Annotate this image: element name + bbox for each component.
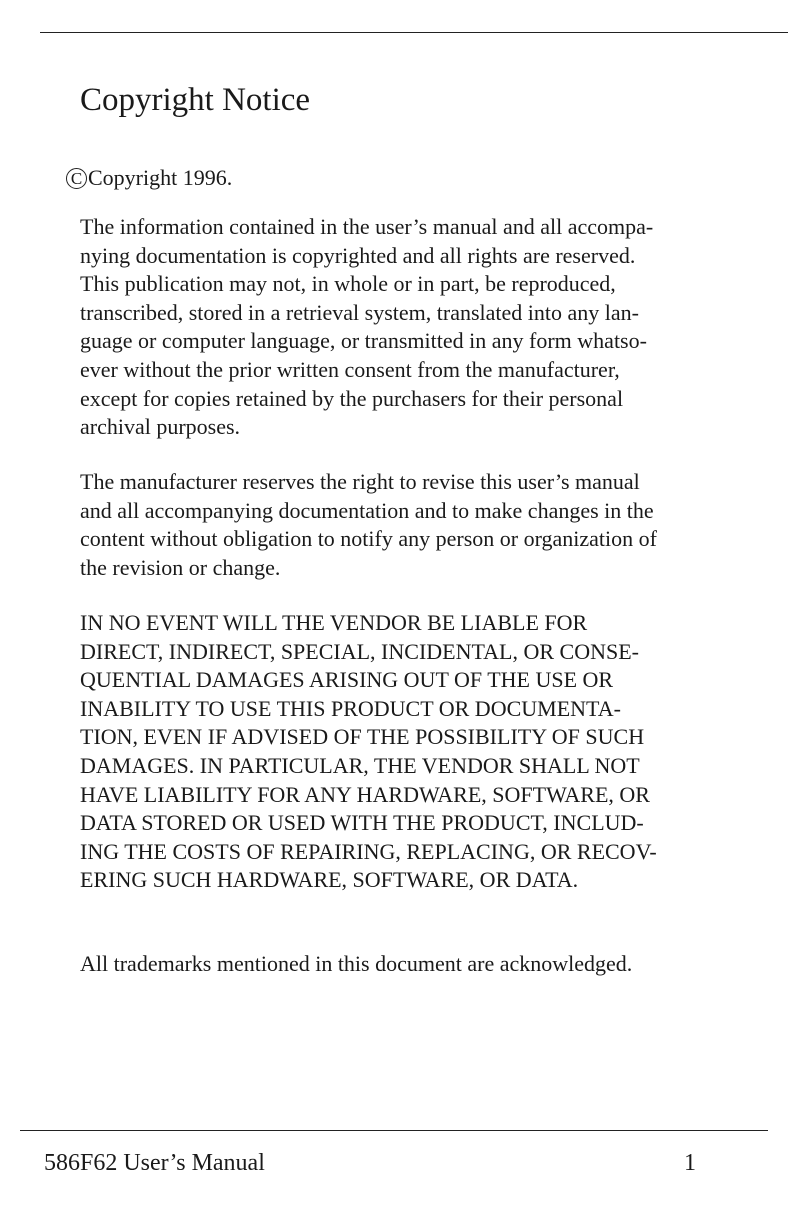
paragraph-line: ING THE COSTS OF REPAIRING, REPLACING, OR RECOV- bbox=[80, 838, 657, 864]
paragraph-line: nying documentation is copyrighted and all rights are reserved. bbox=[80, 242, 636, 268]
copyright-symbol-icon: C bbox=[66, 168, 87, 189]
paragraph-revisions bbox=[80, 468, 720, 582]
paragraph-line: IN NO EVENT WILL THE VENDOR BE LIABLE FOR bbox=[80, 610, 588, 635]
paragraph-line: content without obligation to notify any person or organization of bbox=[80, 526, 657, 552]
copyright-text: Copyright 1996. bbox=[88, 165, 233, 190]
paragraph-line: The manufacturer reserves the right to revise this user’s manual bbox=[80, 469, 640, 494]
paragraph-line: transcribed, stored in a retrieval system, translated into any lan- bbox=[80, 299, 639, 325]
paragraph-rights bbox=[80, 213, 720, 442]
paragraph-line: and all accompanying documentation and to make changes in the bbox=[80, 497, 654, 523]
paragraph-line: HAVE LIABILITY FOR ANY HARDWARE, SOFTWARE, OR bbox=[80, 781, 650, 807]
footer-manual-title: 586F62 User’s Manual bbox=[44, 1150, 265, 1176]
copyright-line bbox=[66, 162, 232, 194]
paragraph-line: DATA STORED OR USED WITH THE PRODUCT, INCLUD- bbox=[80, 810, 644, 836]
paragraph-liability bbox=[80, 609, 720, 895]
header-rule bbox=[40, 32, 788, 33]
paragraph-line: DIRECT, INDIRECT, SPECIAL, INCIDENTAL, OR CONSE- bbox=[80, 638, 640, 664]
paragraph-line: QUENTIAL DAMAGES ARISING OUT OF THE USE OR bbox=[80, 667, 614, 693]
paragraph-line: TION, EVEN IF ADVISED OF THE POSSIBILITY OF SUCH bbox=[80, 724, 645, 750]
paragraph-line: archival purposes. bbox=[80, 414, 241, 440]
paragraph-line: INABILITY TO USE THIS PRODUCT OR DOCUMENTA- bbox=[80, 695, 621, 721]
paragraph-line: The information contained in the user’s manual and all accompa- bbox=[80, 214, 654, 239]
page-number: 1 bbox=[684, 1150, 696, 1176]
paragraph-line: ERING SUCH HARDWARE, SOFTWARE, OR DATA. bbox=[80, 867, 579, 893]
paragraph-line: This publication may not, in whole or in part, be reproduced, bbox=[80, 271, 616, 297]
paragraph-line: DAMAGES. IN PARTICULAR, THE VENDOR SHALL NOT bbox=[80, 752, 640, 778]
paragraph-line: ever without the prior written consent from the manufacturer, bbox=[80, 356, 620, 382]
paragraph-line: except for copies retained by the purchasers for their personal bbox=[80, 385, 624, 411]
footer-rule bbox=[20, 1130, 768, 1131]
paragraph-line: All trademarks mentioned in this document are acknowledged. bbox=[80, 951, 633, 976]
paragraph-line: the revision or change. bbox=[80, 554, 281, 580]
page-title: Copyright Notice bbox=[80, 82, 311, 118]
paragraph-line: guage or computer language, or transmitted in any form whatso- bbox=[80, 328, 647, 354]
paragraph-trademarks bbox=[80, 950, 720, 979]
